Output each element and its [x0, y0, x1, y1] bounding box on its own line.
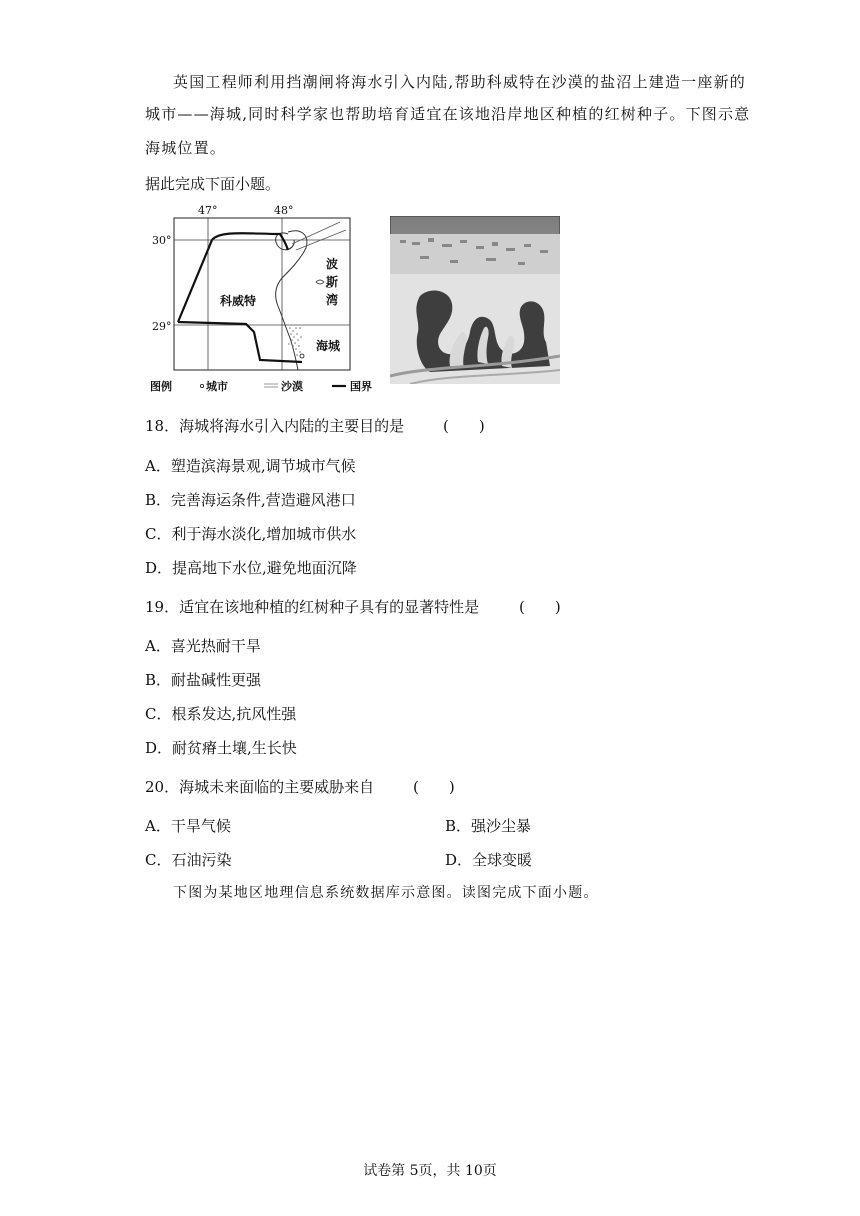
legend-border-label: 国界 [350, 380, 372, 393]
page-footer: 试卷第 5页，共 10页 [363, 1163, 497, 1179]
intro-line-3: 海城位置。 [145, 139, 227, 157]
question-19-option-b[interactable]: B．耐盐碱性更强 [145, 671, 262, 689]
question-20-option-b[interactable]: B．强沙尘暴 [445, 817, 532, 835]
sea-label-1: 波 [326, 257, 339, 271]
question-18-option-b[interactable]: B．完善海运条件,营造避风港口 [145, 491, 356, 509]
question-19-answer-bracket: ( ) [519, 598, 561, 616]
city-marker [300, 354, 304, 358]
question-20-option-d[interactable]: D．全球变暖 [445, 851, 533, 869]
intro-line-2: 城市——海城,同时科学家也帮助培育适宜在该地沿岸地区种植的红树种子。下图示意 [145, 105, 751, 123]
question-19-option-a[interactable]: A．喜光热耐干旱 [145, 637, 261, 655]
instruction: 据此完成下面小题。 [145, 175, 281, 193]
lat-30-label: 30° [152, 234, 172, 247]
question-18-option-d[interactable]: D．提高地下水位,避免地面沉降 [145, 559, 357, 577]
question-19-option-c[interactable]: C．根系发达,抗风性强 [145, 705, 297, 723]
question-18-stem: 18．海城将海水引入内陆的主要目的是 [145, 417, 405, 435]
question-20-option-a[interactable]: A．干旱气候 [145, 817, 231, 835]
question-20-option-c[interactable]: C．石油污染 [145, 851, 232, 869]
lon-48-label: 48° [274, 204, 294, 217]
legend-city-label: 城市 [206, 380, 228, 393]
question-18-option-a[interactable]: A．塑造滨海景观,调节城市气候 [145, 457, 356, 475]
question-18-option-c[interactable]: C．利于海水淡化,增加城市供水 [145, 525, 357, 543]
sea-label-2: 斯 [326, 275, 339, 289]
location-map [150, 200, 388, 396]
legend-city-icon [200, 384, 203, 387]
city-label: 海城 [316, 339, 341, 353]
aerial-photo-svg [390, 216, 560, 384]
lat-29-label: 29° [152, 320, 172, 333]
question-20-answer-bracket: ( ) [413, 778, 455, 796]
desert-pattern [288, 327, 302, 356]
sea-label-3: 湾 [326, 293, 339, 307]
map-svg [150, 200, 388, 396]
question-20-stem: 20．海城未来面临的主要威胁来自 [145, 778, 375, 796]
question-18-answer-bracket: ( ) [443, 417, 485, 435]
next-section-intro: 下图为某地区地理信息系统数据库示意图。读图完成下面小题。 [173, 885, 599, 901]
lon-47-label: 47° [198, 204, 218, 217]
legend-desert-icon [264, 384, 278, 387]
legend-desert-label: 沙漠 [281, 380, 303, 393]
question-19-stem: 19．适宜在该地种植的红树种子具有的显著特性是 [145, 598, 480, 616]
question-19-option-d[interactable]: D．耐贫瘠土壤,生长快 [145, 739, 297, 757]
country-label: 科威特 [220, 294, 257, 308]
intro-line-1: 英国工程师利用挡潮闸将海水引入内陆,帮助科威特在沙漠的盐沼上建造一座新的 [173, 73, 746, 91]
aerial-photo [390, 216, 560, 384]
legend-title: 图例 [150, 380, 172, 393]
